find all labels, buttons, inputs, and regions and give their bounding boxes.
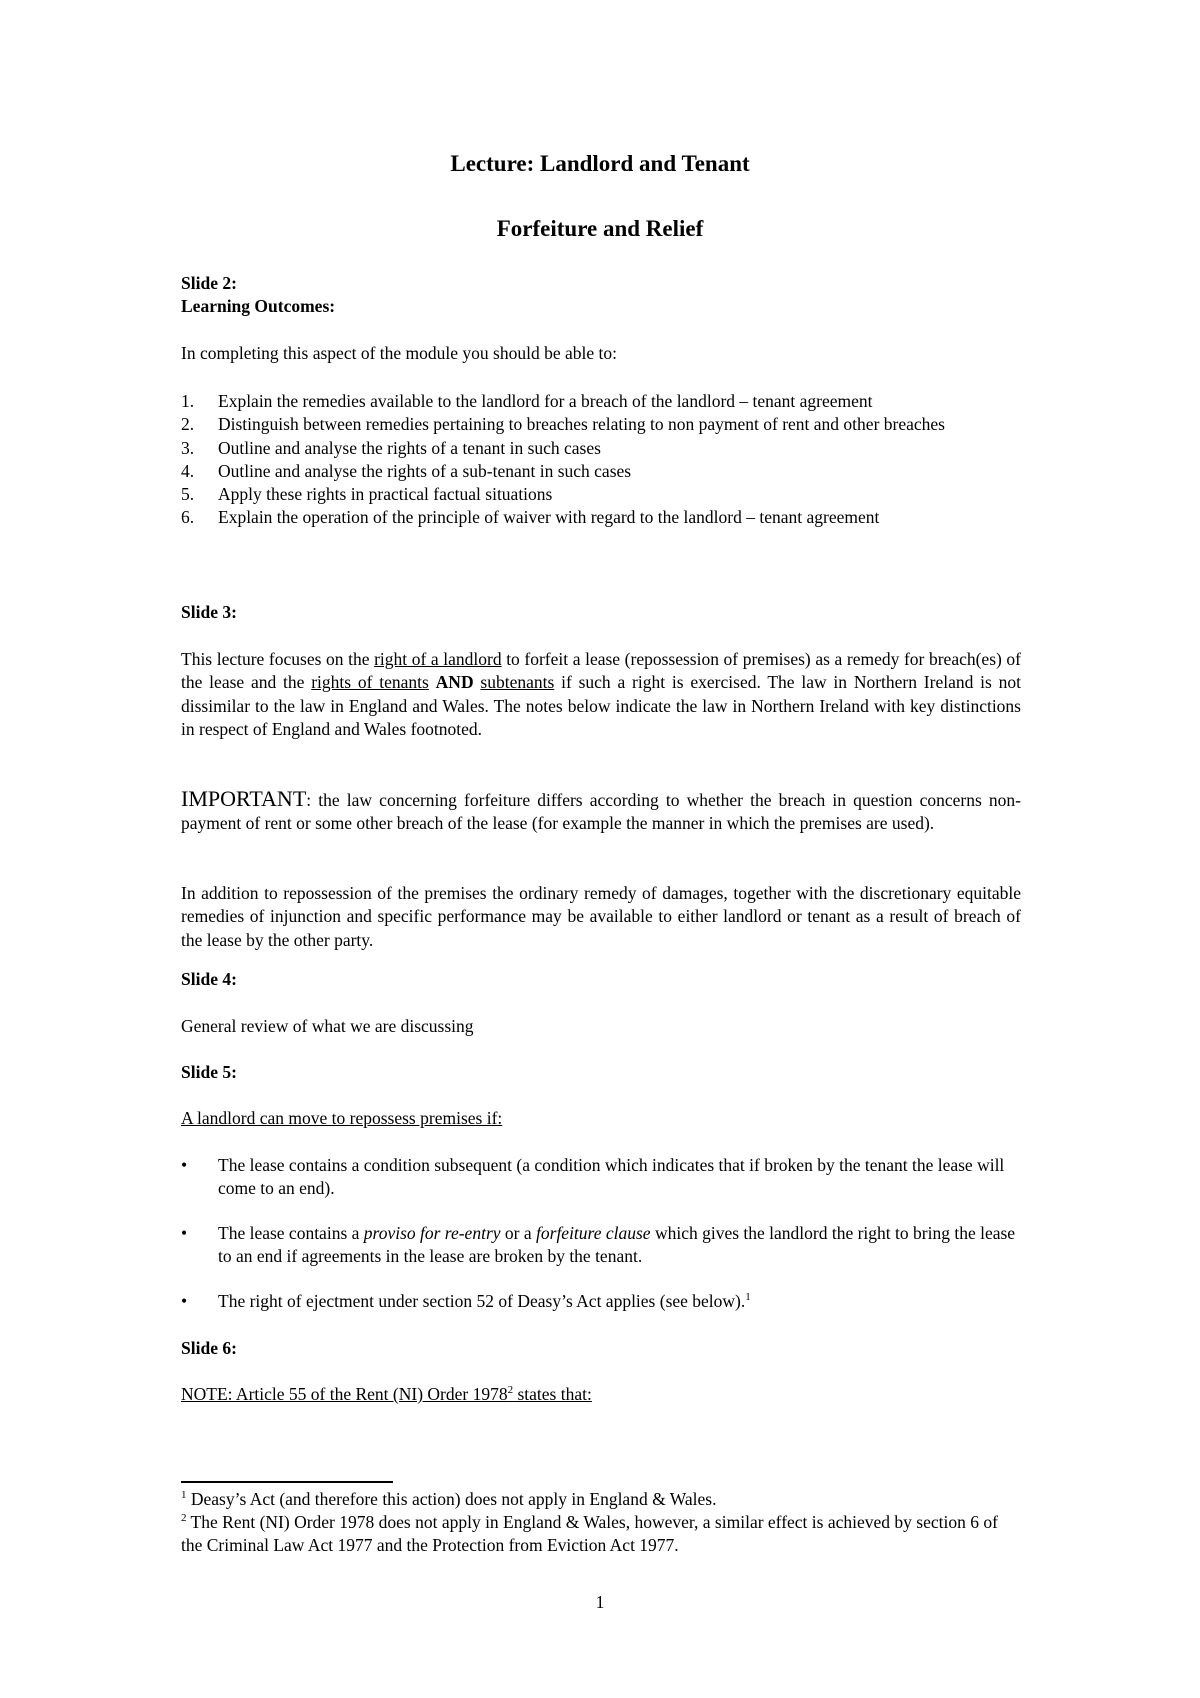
note-text: NOTE: Article 55 of the Rent (NI) Order 1978 [181,1384,508,1404]
bullet-icon: • [181,1291,188,1311]
footnote-text: Deasy’s Act (and therefore this action) does not apply in England & Wales. [186,1489,717,1509]
footnote-text: The Rent (NI) Order 1978 does not apply in England & Wales, however, a similar effect is achieved by section 6 of the Criminal Law Act 1977 and the Protection from Eviction Act 1977. [181,1512,998,1556]
learning-outcomes-heading: Learning Outcomes: [181,296,336,316]
document-subtitle: Forfeiture and Relief [496,216,704,241]
list-item-text: Apply these rights in practical factual situations [218,484,553,505]
footnote-separator [181,1481,393,1483]
bullet-text [218,1222,1021,1269]
footnote-mark: 1 [181,1489,187,1502]
list-number: 3. [181,437,195,458]
footnote-mark: 2 [181,1512,187,1525]
bullet-item [181,1290,1021,1314]
bullet-icon: • [181,1155,188,1175]
slide3-paragraph [181,648,1021,741]
bullet-text-part: or a [500,1223,537,1243]
slide6-heading: Slide 6: [181,1338,237,1358]
remedies-paragraph: In addition to repossession of the premises the ordinary remedy of damages, together with the discretionary equitable remedies of injunction and specific performance may be available to either landlord or tenant as a result of breach of the lease by the other party. [181,883,1021,950]
paragraph-text: if such a right is exercised. The law in Northern Ireland is not dissimilar to the law in England and Wales. The notes below indicate the law in Northern Ireland with key distinctions in respect of England and Wales footnoted. [181,672,1022,739]
document-title: Lecture: Landlord and Tenant [450,151,750,176]
underlined-text: subtenants [480,672,555,693]
bullet-text-part: The right of ejectment under section 52 of Deasy’s Act applies (see below). [218,1291,746,1311]
slide4-text: General review of what we are discussing [181,1016,474,1036]
underlined-text: rights of tenants [311,672,429,693]
list-number: 1. [181,391,195,411]
underlined-text: right of a landlord [374,649,502,669]
bullet-text [218,1290,1021,1313]
slide5-intro: A landlord can move to repossess premises if: [181,1108,503,1128]
footnote-1 [181,1488,1021,1511]
important-paragraph [181,787,1021,836]
list-item-text: Explain the operation of the principle of waiver with regard to the landlord – tenant agreement [218,507,880,528]
page-number: 1 [595,1592,605,1612]
bullet-text-part: The lease contains a [218,1223,364,1243]
footnote-reference: 1 [745,1291,751,1304]
bullet-text-part: which gives the landlord the right to bring the lease to an end if agreements in the lease are broken by the tenant. [218,1223,1016,1267]
footnote-reference: 2 [507,1384,514,1397]
bullet-text: The lease contains a condition subsequent (a condition which indicates that if broken by the tenant the lease will come to an end). [218,1155,1005,1199]
list-number: 6. [181,507,195,528]
list-item-text: Outline and analyse the rights of a sub-tenant in such cases [218,460,632,481]
list-item [181,390,1021,413]
list-item [181,483,1021,506]
italic-text: proviso for re-entry [363,1223,501,1243]
slide5-heading: Slide 5: [181,1062,237,1082]
list-number: 4. [181,460,195,481]
list-item-text: Outline and analyse the rights of a tenant in such cases [218,437,601,458]
list-item-text: Distinguish between remedies pertaining to breaches relating to non payment of rent and other breaches [218,414,945,435]
slide2-heading: Slide 2: [181,273,237,293]
list-item [181,506,1021,529]
bold-text: AND [435,672,474,693]
paragraph-text: to forfeit a lease (repossession of premises) as a remedy for breach(es) of the lease and the [181,649,1022,693]
list-item-text: Explain the remedies available to the landlord for a breach of the landlord – tenant agreement [218,391,873,411]
paragraph-text: This lecture focuses on the [181,649,375,669]
learning-outcomes-list [181,390,1021,530]
footnote-2 [181,1511,1021,1558]
outcomes-intro: In completing this aspect of the module you should be able to: [181,343,617,363]
bullet-item [181,1222,1021,1269]
note-text: states that: [513,1384,592,1404]
list-item [181,413,1021,436]
list-item [181,437,1021,460]
slide6-note [181,1383,1021,1406]
list-number: 2. [181,414,195,435]
italic-text: forfeiture clause [536,1223,651,1243]
list-item [181,460,1021,483]
important-label: IMPORTANT [181,786,307,811]
paragraph-text: : the law concerning forfeiture differs according to whether the breach in question concerns non-payment of rent or some other breach of the lease (for example the manner in which the premises are used). [181,790,1021,834]
bullet-icon: • [181,1223,188,1243]
list-number: 5. [181,484,195,505]
slide3-heading: Slide 3: [181,602,237,622]
slide4-heading: Slide 4: [181,969,237,989]
bullet-item [181,1154,1021,1201]
